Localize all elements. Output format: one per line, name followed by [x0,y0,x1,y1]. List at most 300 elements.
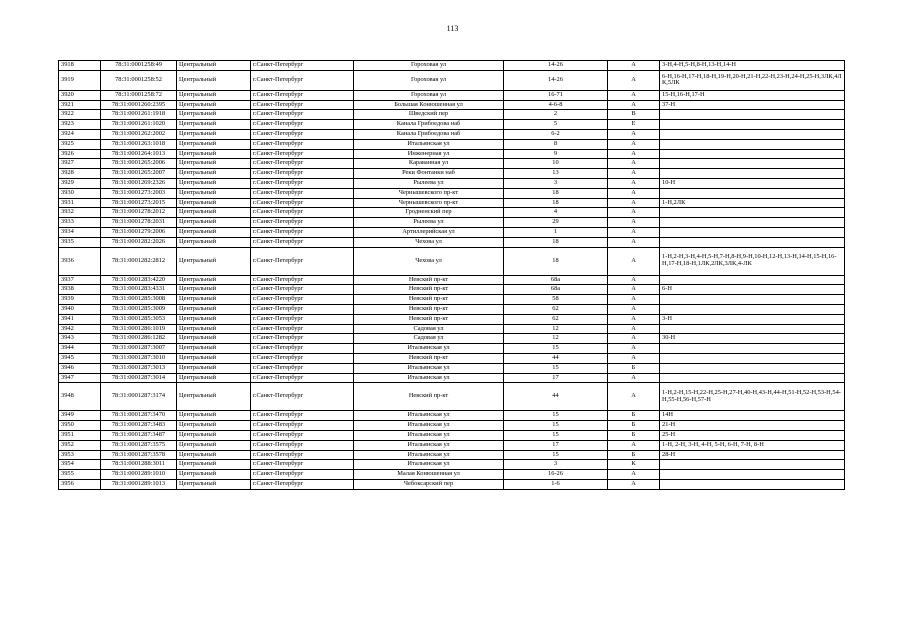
cadastral-number-cell: 78:31:0001287:3575 [101,440,177,450]
cadastral-number-cell: 78:31:0001265:2007 [101,169,177,179]
letter-cell: А [608,61,660,71]
cadastral-number-cell: 78:31:0001287:3487 [101,430,177,440]
street-cell: Инженерная ул [354,149,504,159]
city-cell: г.Санкт-Петербург [251,237,354,247]
street-cell: Невский пр-кт [354,295,504,305]
letter-cell: А [608,129,660,139]
district-cell: Центральный [177,169,251,179]
city-cell: г.Санкт-Петербург [251,411,354,421]
premises-cell: 21-Н [660,421,845,431]
city-cell: г.Санкт-Петербург [251,149,354,159]
city-cell: г.Санкт-Петербург [251,61,354,71]
letter-cell: А [608,178,660,188]
cadastral-number-cell: 78:31:0001287:3013 [101,363,177,373]
letter-cell: А [608,479,660,489]
premises-cell: 1-Н,2-Н,3-Н,4-Н,5-Н,7-Н,8-Н,9-Н,10-Н,12-Н,13-Н,14-Н,15-Н,16-Н,17-Н,18-Н,1ЛК,2ЛК,3ЛК,4-ЛК [660,247,845,275]
city-cell: г.Санкт-Петербург [251,450,354,460]
district-cell: Центральный [177,411,251,421]
city-cell: г.Санкт-Петербург [251,120,354,130]
district-cell: Центральный [177,178,251,188]
page-number: 113 [446,24,459,33]
district-cell: Центральный [177,70,251,90]
table-row [59,450,845,460]
premises-cell: 30-Н [660,334,845,344]
row-number-cell: 3952 [59,440,101,450]
premises-cell: 28-Н [660,450,845,460]
cadastral-number-cell: 78:31:0001287:3010 [101,353,177,363]
cadastral-number-cell: 78:31:0001273:2015 [101,198,177,208]
city-cell: г.Санкт-Петербург [251,247,354,275]
street-cell: Малая Конюшенная ул [354,470,504,480]
table-row [59,285,845,295]
street-cell: Канала Грибоедова наб [354,120,504,130]
letter-cell: А [608,149,660,159]
cadastral-number-cell: 78:31:0001288:3011 [101,460,177,470]
district-cell: Центральный [177,90,251,100]
table-row [59,411,845,421]
district-cell: Центральный [177,129,251,139]
street-cell: Садовая ул [354,334,504,344]
table-row [59,344,845,354]
district-cell: Центральный [177,363,251,373]
premises-cell [660,120,845,130]
house-number-cell: 12 [504,324,608,334]
row-number-cell: 3935 [59,237,101,247]
premises-cell [660,149,845,159]
cadastral-number-cell: 78:31:0001260:2395 [101,100,177,110]
cadastral-number-cell: 78:31:0001261:1918 [101,110,177,120]
street-cell: Чехова ул [354,237,504,247]
district-cell: Центральный [177,440,251,450]
letter-cell: А [608,198,660,208]
table-row [59,324,845,334]
premises-cell: 15-Н,16-Н,17-Н [660,90,845,100]
house-number-cell: 18 [504,247,608,275]
district-cell: Центральный [177,188,251,198]
row-number-cell: 3921 [59,100,101,110]
letter-cell: А [608,159,660,169]
letter-cell: А [608,373,660,383]
letter-cell: Б [608,450,660,460]
street-cell: Чехова ул [354,247,504,275]
letter-cell: А [608,470,660,480]
cadastral-number-cell: 78:31:0001278:2031 [101,218,177,228]
district-cell: Центральный [177,110,251,120]
street-cell: Невский пр-кт [354,353,504,363]
street-cell: Гороховая ул [354,70,504,90]
cadastral-number-cell: 78:31:0001283:4220 [101,275,177,285]
district-cell: Центральный [177,344,251,354]
table-row [59,159,845,169]
letter-cell: А [608,383,660,411]
street-cell: Итальянская ул [354,344,504,354]
row-number-cell: 3942 [59,324,101,334]
letter-cell: А [608,139,660,149]
row-number-cell: 3918 [59,61,101,71]
row-number-cell: 3943 [59,334,101,344]
street-cell: Итальянская ул [354,460,504,470]
table-row [59,275,845,285]
registry-table [58,60,845,490]
district-cell: Центральный [177,314,251,324]
city-cell: г.Санкт-Петербург [251,275,354,285]
row-number-cell: 3937 [59,275,101,285]
table-row [59,373,845,383]
premises-cell: 10-Н [660,178,845,188]
district-cell: Центральный [177,139,251,149]
city-cell: г.Санкт-Петербург [251,460,354,470]
district-cell: Центральный [177,100,251,110]
premises-cell: 3-Н,4-Н,5-Н,8-Н,13-Н,14-Н [660,61,845,71]
district-cell: Центральный [177,421,251,431]
premises-cell [660,363,845,373]
house-number-cell: 44 [504,383,608,411]
letter-cell: А [608,304,660,314]
row-number-cell: 3923 [59,120,101,130]
table-row [59,139,845,149]
cadastral-number-cell: 78:31:0001258:49 [101,61,177,71]
table-row [59,460,845,470]
street-cell: Итальянская ул [354,421,504,431]
letter-cell: А [608,169,660,179]
cadastral-number-cell: 78:31:0001258:72 [101,90,177,100]
premises-cell [660,479,845,489]
row-number-cell: 3930 [59,188,101,198]
house-number-cell: 15 [504,430,608,440]
district-cell: Центральный [177,208,251,218]
street-cell: Реки Фонтанки наб [354,169,504,179]
city-cell: г.Санкт-Петербург [251,363,354,373]
city-cell: г.Санкт-Петербург [251,90,354,100]
table-row [59,353,845,363]
cadastral-number-cell: 78:31:0001289:1010 [101,470,177,480]
street-cell: Шведский пер [354,110,504,120]
house-number-cell: 18 [504,188,608,198]
row-number-cell: 3924 [59,129,101,139]
letter-cell: А [608,227,660,237]
city-cell: г.Санкт-Петербург [251,285,354,295]
house-number-cell: 68а [504,285,608,295]
cadastral-number-cell: 78:31:0001258:52 [101,70,177,90]
city-cell: г.Санкт-Петербург [251,324,354,334]
city-cell: г.Санкт-Петербург [251,159,354,169]
table-row [59,169,845,179]
letter-cell: А [608,237,660,247]
premises-cell [660,344,845,354]
row-number-cell: 3953 [59,450,101,460]
table-row [59,295,845,305]
letter-cell: А [608,100,660,110]
table-row [59,110,845,120]
table-row [59,61,845,71]
letter-cell: А [608,90,660,100]
house-number-cell: 1 [504,227,608,237]
district-cell: Центральный [177,247,251,275]
house-number-cell: 16-26 [504,470,608,480]
district-cell: Центральный [177,149,251,159]
premises-cell: 37-Н [660,100,845,110]
street-cell: Гродненский пер [354,208,504,218]
letter-cell: А [608,334,660,344]
premises-cell [660,353,845,363]
district-cell: Центральный [177,353,251,363]
premises-cell: 1-Н,2-Н,15-Н,22-Н,25-Н,27-Н,40-Н,43-Н,44-Н,51-Н,52-Н,53-Н,54-Н,55-Н,56-Н,57-Н [660,383,845,411]
district-cell: Центральный [177,120,251,130]
district-cell: Центральный [177,275,251,285]
premises-cell: 3-Н [660,314,845,324]
district-cell: Центральный [177,237,251,247]
table-row [59,129,845,139]
letter-cell: Б [608,411,660,421]
district-cell: Центральный [177,334,251,344]
house-number-cell: 62 [504,304,608,314]
letter-cell: Е [608,120,660,130]
street-cell: Гороховая ул [354,90,504,100]
city-cell: г.Санкт-Петербург [251,188,354,198]
premises-cell [660,460,845,470]
premises-cell: 6-Н,16-Н,17-Н,18-Н,19-Н,20-Н,21-Н,22-Н,23-Н,24-Н,25-Н,3ЛК,4ЛК,5ЛК [660,70,845,90]
row-number-cell: 3947 [59,373,101,383]
table-row [59,421,845,431]
premises-cell [660,237,845,247]
cadastral-number-cell: 78:31:0001265:2006 [101,159,177,169]
city-cell: г.Санкт-Петербург [251,470,354,480]
cadastral-number-cell: 78:31:0001263:1018 [101,139,177,149]
cadastral-number-cell: 78:31:0001287:3014 [101,373,177,383]
row-number-cell: 3948 [59,383,101,411]
cadastral-number-cell: 78:31:0001286:1282 [101,334,177,344]
house-number-cell: 17 [504,440,608,450]
street-cell: Невский пр-кт [354,304,504,314]
letter-cell: А [608,275,660,285]
row-number-cell: 3951 [59,430,101,440]
letter-cell: А [608,188,660,198]
district-cell: Центральный [177,61,251,71]
street-cell: Невский пр-кт [354,314,504,324]
district-cell: Центральный [177,218,251,228]
premises-cell [660,139,845,149]
house-number-cell: 2 [504,110,608,120]
table-row [59,383,845,411]
city-cell: г.Санкт-Петербург [251,344,354,354]
premises-cell [660,208,845,218]
city-cell: г.Санкт-Петербург [251,479,354,489]
premises-cell [660,470,845,480]
letter-cell: Б [608,363,660,373]
row-number-cell: 3939 [59,295,101,305]
letter-cell: А [608,440,660,450]
cadastral-number-cell: 78:31:0001287:3470 [101,411,177,421]
row-number-cell: 3929 [59,178,101,188]
house-number-cell: 58 [504,295,608,305]
cadastral-number-cell: 78:31:0001279:2006 [101,227,177,237]
row-number-cell: 3919 [59,70,101,90]
city-cell: г.Санкт-Петербург [251,295,354,305]
premises-cell: 6-Н [660,285,845,295]
district-cell: Центральный [177,324,251,334]
letter-cell: А [608,218,660,228]
premises-cell [660,218,845,228]
row-number-cell: 3944 [59,344,101,354]
table-row [59,430,845,440]
house-number-cell: 4 [504,208,608,218]
table-row [59,90,845,100]
house-number-cell: 18 [504,237,608,247]
row-number-cell: 3946 [59,363,101,373]
table-row [59,247,845,275]
table-row [59,227,845,237]
premises-cell [660,373,845,383]
street-cell: Караванная ул [354,159,504,169]
house-number-cell: 14-26 [504,61,608,71]
row-number-cell: 3922 [59,110,101,120]
cadastral-number-cell: 78:31:0001262:2002 [101,129,177,139]
house-number-cell: 12 [504,334,608,344]
cadastral-number-cell: 78:31:0001282:2026 [101,237,177,247]
premises-cell [660,275,845,285]
table-row [59,120,845,130]
district-cell: Центральный [177,470,251,480]
house-number-cell: 3 [504,460,608,470]
house-number-cell: 44 [504,353,608,363]
cadastral-number-cell: 78:31:0001287:3174 [101,383,177,411]
cadastral-number-cell: 78:31:0001285:3053 [101,314,177,324]
row-number-cell: 3933 [59,218,101,228]
house-number-cell: 8 [504,139,608,149]
house-number-cell: 15 [504,344,608,354]
table-row [59,363,845,373]
street-cell: Большая Конюшенная ул [354,100,504,110]
house-number-cell: 5 [504,120,608,130]
cadastral-number-cell: 78:31:0001282:2812 [101,247,177,275]
table-row [59,237,845,247]
row-number-cell: 3925 [59,139,101,149]
row-number-cell: 3934 [59,227,101,237]
house-number-cell: 1-6 [504,479,608,489]
house-number-cell: 15 [504,411,608,421]
cadastral-number-cell: 78:31:0001287:3578 [101,450,177,460]
street-cell: Итальянская ул [354,440,504,450]
house-number-cell: 3 [504,178,608,188]
street-cell: Итальянская ул [354,430,504,440]
city-cell: г.Санкт-Петербург [251,218,354,228]
street-cell: Итальянская ул [354,450,504,460]
table-row [59,470,845,480]
letter-cell: А [608,295,660,305]
district-cell: Центральный [177,295,251,305]
house-number-cell: 14-26 [504,70,608,90]
house-number-cell: 13 [504,169,608,179]
row-number-cell: 3940 [59,304,101,314]
letter-cell: К [608,460,660,470]
city-cell: г.Санкт-Петербург [251,304,354,314]
premises-cell [660,188,845,198]
house-number-cell: 18 [504,198,608,208]
cadastral-number-cell: 78:31:0001264:1013 [101,149,177,159]
street-cell: Садовая ул [354,324,504,334]
city-cell: г.Санкт-Петербург [251,373,354,383]
table-row [59,149,845,159]
table-row [59,479,845,489]
letter-cell: А [608,314,660,324]
table-row [59,208,845,218]
city-cell: г.Санкт-Петербург [251,169,354,179]
house-number-cell: 4-6-8 [504,100,608,110]
house-number-cell: 16-71 [504,90,608,100]
street-cell: Невский пр-кт [354,275,504,285]
table-row [59,100,845,110]
district-cell: Центральный [177,450,251,460]
house-number-cell: 68а [504,275,608,285]
city-cell: г.Санкт-Петербург [251,110,354,120]
street-cell: Гороховая ул [354,61,504,71]
district-cell: Центральный [177,383,251,411]
cadastral-number-cell: 78:31:0001283:4331 [101,285,177,295]
row-number-cell: 3926 [59,149,101,159]
letter-cell: А [608,324,660,334]
street-cell: Чернышевского пр-кт [354,188,504,198]
letter-cell: В [608,110,660,120]
row-number-cell: 3938 [59,285,101,295]
registry-body [59,61,845,490]
row-number-cell: 3949 [59,411,101,421]
letter-cell: Б [608,430,660,440]
city-cell: г.Санкт-Петербург [251,208,354,218]
street-cell: Итальянская ул [354,139,504,149]
district-cell: Центральный [177,373,251,383]
city-cell: г.Санкт-Петербург [251,100,354,110]
table-row [59,304,845,314]
letter-cell: А [608,208,660,218]
city-cell: г.Санкт-Петербург [251,440,354,450]
table-row [59,178,845,188]
house-number-cell: 15 [504,363,608,373]
street-cell: Итальянская ул [354,363,504,373]
district-cell: Центральный [177,479,251,489]
city-cell: г.Санкт-Петербург [251,198,354,208]
city-cell: г.Санкт-Петербург [251,70,354,90]
street-cell: Рылеева ул [354,218,504,228]
cadastral-number-cell: 78:31:0001273:2003 [101,188,177,198]
table-row [59,218,845,228]
house-number-cell: 29 [504,218,608,228]
letter-cell: А [608,344,660,354]
premises-cell [660,227,845,237]
city-cell: г.Санкт-Петербург [251,334,354,344]
district-cell: Центральный [177,198,251,208]
cadastral-number-cell: 78:31:0001285:3008 [101,295,177,305]
table-row [59,314,845,324]
row-number-cell: 3956 [59,479,101,489]
letter-cell: Б [608,421,660,431]
letter-cell: А [608,285,660,295]
row-number-cell: 3920 [59,90,101,100]
premises-cell: 14Н [660,411,845,421]
cadastral-number-cell: 78:31:0001289:1013 [101,479,177,489]
row-number-cell: 3941 [59,314,101,324]
premises-cell: 25-Н [660,430,845,440]
street-cell: Невский пр-кт [354,383,504,411]
letter-cell: А [608,70,660,90]
row-number-cell: 3954 [59,460,101,470]
cadastral-number-cell: 78:31:0001269:2326 [101,178,177,188]
letter-cell: А [608,247,660,275]
street-cell: Итальянская ул [354,411,504,421]
cadastral-number-cell: 78:31:0001261:1020 [101,120,177,130]
street-cell: Итальянская ул [354,373,504,383]
cadastral-number-cell: 78:31:0001286:1019 [101,324,177,334]
row-number-cell: 3932 [59,208,101,218]
